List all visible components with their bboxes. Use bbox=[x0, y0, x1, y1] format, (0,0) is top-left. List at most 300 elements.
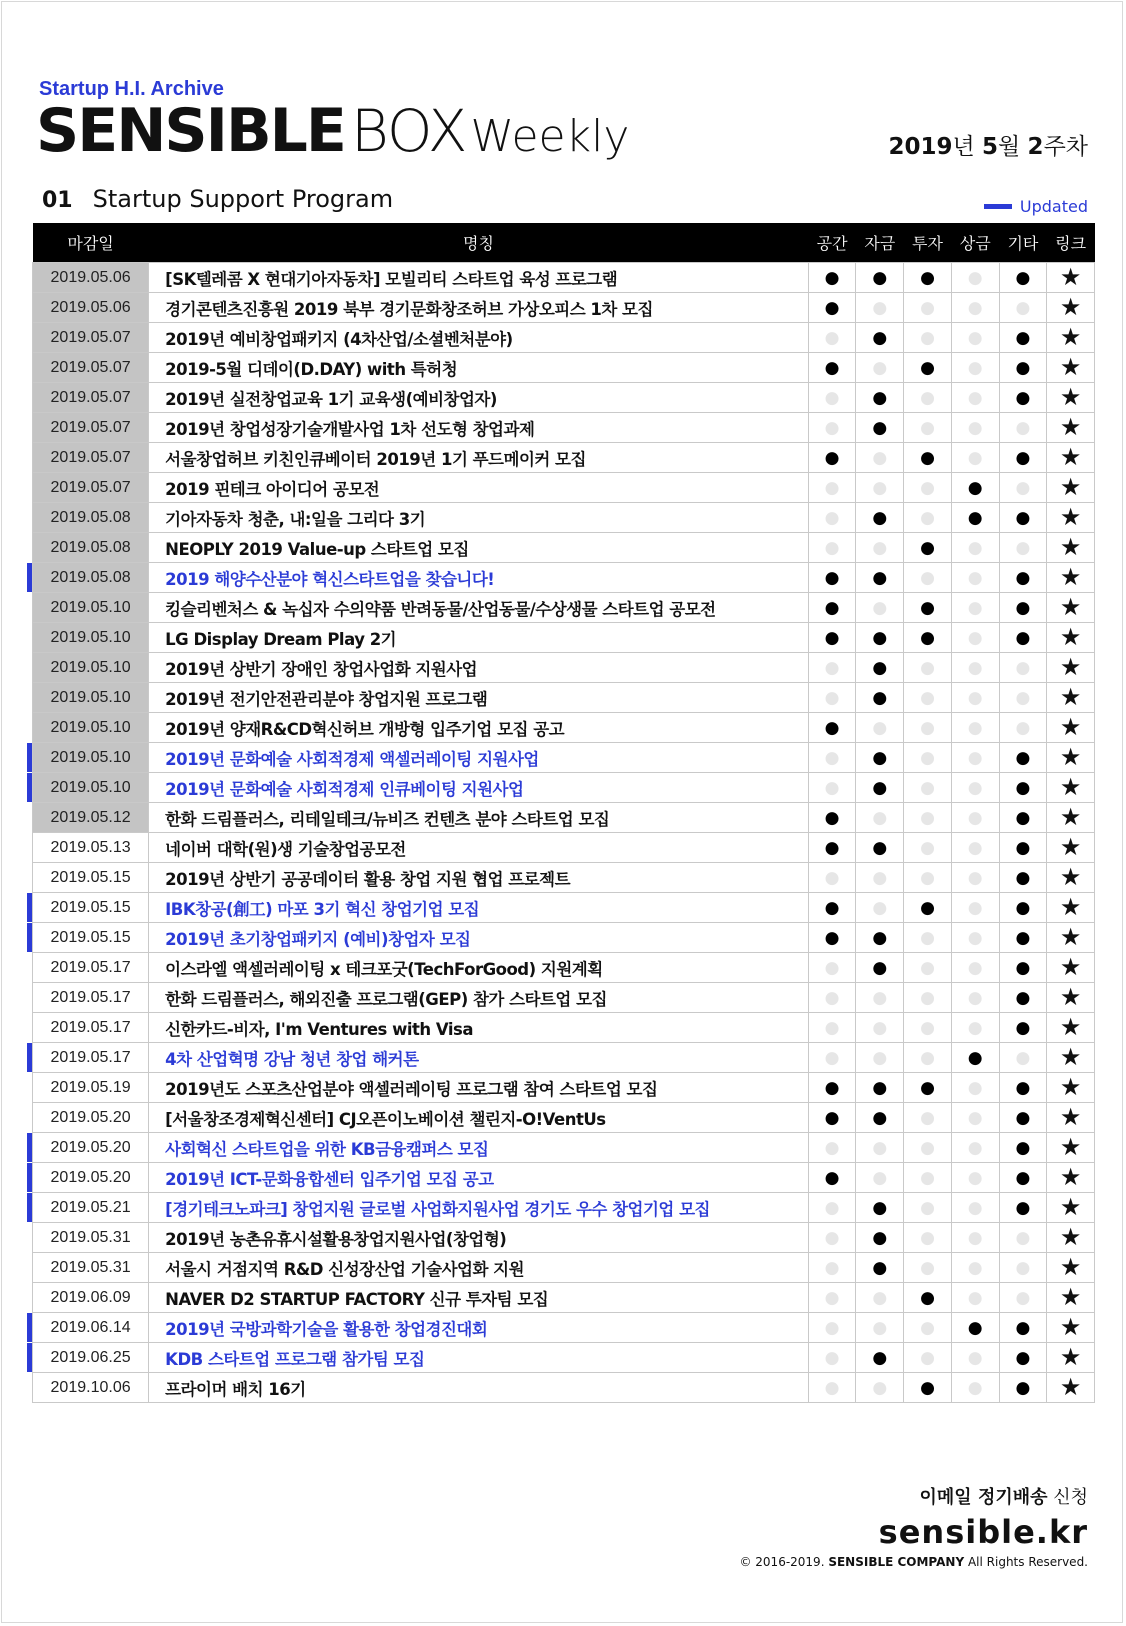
deadline-text: 2019.05.12 bbox=[50, 808, 131, 826]
dot-empty-icon: ● bbox=[1015, 1227, 1031, 1248]
dot-filled-icon: ● bbox=[824, 627, 840, 648]
dot-filled-icon: ● bbox=[967, 1317, 983, 1338]
support-invest-cell bbox=[904, 623, 952, 653]
dot-empty-icon: ● bbox=[824, 1287, 840, 1308]
program-name: 2019년도 스포츠산업분야 액셀러레이팅 프로그램 참여 스타트업 모집 bbox=[149, 1073, 809, 1103]
support-fund-cell bbox=[856, 713, 904, 743]
table-row bbox=[33, 263, 1095, 293]
dot-empty-icon: ● bbox=[920, 837, 935, 858]
link-star-icon[interactable]: ★ bbox=[1047, 293, 1095, 323]
link-star-icon[interactable]: ★ bbox=[1047, 1343, 1095, 1373]
dot-empty-icon: ● bbox=[824, 1227, 840, 1248]
dot-empty-icon: ● bbox=[1015, 717, 1031, 738]
updated-flag bbox=[27, 1313, 32, 1342]
dot-empty-icon: ● bbox=[1015, 657, 1031, 678]
support-space-cell bbox=[808, 983, 856, 1013]
dot-empty-icon: ● bbox=[967, 387, 983, 408]
link-star-icon[interactable]: ★ bbox=[1047, 893, 1095, 923]
dot-empty-icon: ● bbox=[920, 1047, 935, 1068]
issue-year: 2019 bbox=[888, 134, 953, 160]
dot-empty-icon: ● bbox=[967, 1017, 983, 1038]
dot-empty-icon: ● bbox=[872, 537, 888, 558]
link-star-icon[interactable]: ★ bbox=[1047, 1193, 1095, 1223]
dot-empty-icon: ● bbox=[920, 297, 935, 318]
support-space-cell bbox=[808, 1043, 856, 1073]
table-row bbox=[33, 773, 1095, 803]
dot-empty-icon: ● bbox=[920, 777, 935, 798]
support-space-cell bbox=[808, 1103, 856, 1133]
dot-empty-icon: ● bbox=[967, 327, 983, 348]
support-prize-cell bbox=[951, 953, 999, 983]
dot-empty-icon: ● bbox=[967, 267, 983, 288]
deadline-cell bbox=[33, 1163, 149, 1193]
program-name: KDB 스타트업 프로그램 참가팀 모집 bbox=[149, 1343, 809, 1373]
dot-empty-icon: ● bbox=[872, 477, 888, 498]
dot-empty-icon: ● bbox=[967, 567, 983, 588]
support-prize-cell bbox=[951, 1313, 999, 1343]
support-space-cell bbox=[808, 323, 856, 353]
program-name: 프라이머 배치 16기 bbox=[149, 1373, 809, 1403]
dot-filled-icon: ● bbox=[872, 957, 888, 978]
support-etc-cell bbox=[999, 1373, 1047, 1403]
support-etc-cell bbox=[999, 623, 1047, 653]
dot-filled-icon: ● bbox=[1015, 447, 1031, 468]
link-star-icon[interactable]: ★ bbox=[1047, 263, 1095, 293]
deadline-text: 2019.05.10 bbox=[50, 748, 131, 766]
header-prize: 상금 bbox=[951, 223, 999, 263]
dot-empty-icon: ● bbox=[967, 1107, 983, 1128]
support-space-cell bbox=[808, 773, 856, 803]
deadline-cell bbox=[33, 533, 149, 563]
support-invest-cell bbox=[904, 863, 952, 893]
support-prize-cell bbox=[951, 413, 999, 443]
deadline-text: 2019.05.10 bbox=[50, 598, 131, 616]
support-invest-cell bbox=[904, 1163, 952, 1193]
support-etc-cell bbox=[999, 1163, 1047, 1193]
dot-filled-icon: ● bbox=[1015, 747, 1031, 768]
updated-legend-label: Updated bbox=[1019, 197, 1088, 216]
link-star-icon[interactable]: ★ bbox=[1047, 653, 1095, 683]
dot-empty-icon: ● bbox=[967, 1167, 983, 1188]
dot-empty-icon: ● bbox=[967, 447, 983, 468]
dot-empty-icon: ● bbox=[824, 537, 840, 558]
link-star-icon[interactable]: ★ bbox=[1047, 623, 1095, 653]
support-prize-cell bbox=[951, 443, 999, 473]
support-prize-cell bbox=[951, 803, 999, 833]
support-fund-cell bbox=[856, 1223, 904, 1253]
support-etc-cell bbox=[999, 443, 1047, 473]
link-star-icon[interactable]: ★ bbox=[1047, 563, 1095, 593]
dot-filled-icon: ● bbox=[920, 1377, 935, 1398]
program-name: 2019년 전기안전관리분야 창업지원 프로그램 bbox=[149, 683, 809, 713]
updated-flag bbox=[27, 743, 32, 772]
dot-filled-icon: ● bbox=[824, 1077, 840, 1098]
support-fund-cell bbox=[856, 293, 904, 323]
table-header-row bbox=[33, 223, 1095, 263]
link-star-icon[interactable]: ★ bbox=[1047, 863, 1095, 893]
dot-empty-icon: ● bbox=[920, 507, 935, 528]
support-prize-cell bbox=[951, 1283, 999, 1313]
dot-filled-icon: ● bbox=[824, 297, 840, 318]
link-star-icon[interactable]: ★ bbox=[1047, 1313, 1095, 1343]
support-fund-cell bbox=[856, 863, 904, 893]
support-fund-cell bbox=[856, 1283, 904, 1313]
dot-empty-icon: ● bbox=[967, 1377, 983, 1398]
deadline-cell bbox=[33, 443, 149, 473]
link-star-icon[interactable]: ★ bbox=[1047, 1253, 1095, 1283]
dot-empty-icon: ● bbox=[824, 1137, 840, 1158]
table-row bbox=[33, 1373, 1095, 1403]
deadline-text: 2019.05.17 bbox=[50, 958, 131, 976]
site-link[interactable]: sensible.kr bbox=[878, 1513, 1088, 1551]
program-name: 2019년 창업성장기술개발사업 1차 선도형 창업과제 bbox=[149, 413, 809, 443]
dot-filled-icon: ● bbox=[824, 927, 840, 948]
deadline-cell bbox=[33, 593, 149, 623]
dot-empty-icon: ● bbox=[967, 747, 983, 768]
support-prize-cell bbox=[951, 383, 999, 413]
deadline-text: 2019.05.10 bbox=[50, 628, 131, 646]
dot-empty-icon: ● bbox=[824, 327, 840, 348]
link-star-icon[interactable]: ★ bbox=[1047, 983, 1095, 1013]
copyright-prefix: © 2016-2019. bbox=[739, 1555, 829, 1569]
link-star-icon[interactable]: ★ bbox=[1047, 1073, 1095, 1103]
dot-filled-icon: ● bbox=[824, 897, 840, 918]
link-star-icon[interactable]: ★ bbox=[1047, 803, 1095, 833]
program-name: 2019년 상반기 장애인 창업사업화 지원사업 bbox=[149, 653, 809, 683]
table-row bbox=[33, 1073, 1095, 1103]
support-space-cell bbox=[808, 1223, 856, 1253]
support-invest-cell bbox=[904, 893, 952, 923]
deadline-text: 2019.05.17 bbox=[50, 1048, 131, 1066]
table-row bbox=[33, 443, 1095, 473]
dot-filled-icon: ● bbox=[872, 747, 888, 768]
deadline-text: 2019.05.10 bbox=[50, 688, 131, 706]
link-star-icon[interactable]: ★ bbox=[1047, 323, 1095, 353]
support-invest-cell bbox=[904, 263, 952, 293]
dot-empty-icon: ● bbox=[872, 1287, 888, 1308]
link-star-icon[interactable]: ★ bbox=[1047, 383, 1095, 413]
dot-filled-icon: ● bbox=[824, 447, 840, 468]
brand-light: BOX bbox=[350, 97, 467, 165]
support-fund-cell bbox=[856, 443, 904, 473]
program-name: 신한카드-비자, I'm Ventures with Visa bbox=[149, 1013, 809, 1043]
support-prize-cell bbox=[951, 893, 999, 923]
program-name: 2019년 국방과학기술을 활용한 창업경진대회 bbox=[149, 1313, 809, 1343]
support-invest-cell bbox=[904, 473, 952, 503]
dot-empty-icon: ● bbox=[967, 297, 983, 318]
link-star-icon[interactable]: ★ bbox=[1047, 1223, 1095, 1253]
header-deadline: 마감일 bbox=[33, 223, 149, 263]
dot-empty-icon: ● bbox=[824, 747, 840, 768]
support-prize-cell bbox=[951, 683, 999, 713]
link-star-icon[interactable]: ★ bbox=[1047, 1163, 1095, 1193]
support-etc-cell bbox=[999, 1313, 1047, 1343]
deadline-cell bbox=[33, 833, 149, 863]
link-star-icon[interactable]: ★ bbox=[1047, 1283, 1095, 1313]
updated-legend-bar bbox=[984, 204, 1012, 209]
updated-flag bbox=[27, 773, 32, 802]
support-etc-cell bbox=[999, 533, 1047, 563]
link-star-icon[interactable]: ★ bbox=[1047, 1043, 1095, 1073]
program-name: 2019년 농촌유휴시설활용창업지원사업(창업형) bbox=[149, 1223, 809, 1253]
support-etc-cell bbox=[999, 893, 1047, 923]
dot-empty-icon: ● bbox=[967, 1137, 983, 1158]
support-space-cell bbox=[808, 1373, 856, 1403]
dot-empty-icon: ● bbox=[920, 1137, 935, 1158]
support-prize-cell bbox=[951, 323, 999, 353]
support-etc-cell bbox=[999, 1193, 1047, 1223]
dot-filled-icon: ● bbox=[1015, 327, 1031, 348]
link-star-icon[interactable]: ★ bbox=[1047, 593, 1095, 623]
dot-empty-icon: ● bbox=[824, 1317, 840, 1338]
dot-filled-icon: ● bbox=[1015, 867, 1031, 888]
deadline-cell bbox=[33, 1253, 149, 1283]
dot-filled-icon: ● bbox=[872, 777, 888, 798]
dot-empty-icon: ● bbox=[872, 597, 888, 618]
support-space-cell bbox=[808, 743, 856, 773]
dot-filled-icon: ● bbox=[1015, 957, 1031, 978]
deadline-text: 2019.06.25 bbox=[50, 1348, 131, 1366]
link-star-icon[interactable]: ★ bbox=[1047, 743, 1095, 773]
dot-filled-icon: ● bbox=[1015, 507, 1031, 528]
link-star-icon[interactable]: ★ bbox=[1047, 953, 1095, 983]
link-star-icon[interactable]: ★ bbox=[1047, 1373, 1095, 1403]
updated-flag bbox=[27, 1343, 32, 1372]
dot-filled-icon: ● bbox=[872, 267, 888, 288]
dot-empty-icon: ● bbox=[967, 807, 983, 828]
link-star-icon[interactable]: ★ bbox=[1047, 833, 1095, 863]
table-row bbox=[33, 1013, 1095, 1043]
section-heading bbox=[42, 185, 393, 213]
deadline-text: 2019.05.15 bbox=[50, 868, 131, 886]
table-row bbox=[33, 563, 1095, 593]
brand-bold: SENSIBLE bbox=[36, 96, 345, 166]
link-star-icon[interactable]: ★ bbox=[1047, 533, 1095, 563]
dot-empty-icon: ● bbox=[920, 417, 935, 438]
support-etc-cell bbox=[999, 263, 1047, 293]
support-etc-cell bbox=[999, 353, 1047, 383]
updated-flag bbox=[27, 923, 32, 952]
dot-filled-icon: ● bbox=[920, 267, 935, 288]
dot-filled-icon: ● bbox=[1015, 1077, 1031, 1098]
dot-empty-icon: ● bbox=[920, 387, 935, 408]
support-fund-cell bbox=[856, 1103, 904, 1133]
support-invest-cell bbox=[904, 383, 952, 413]
support-invest-cell bbox=[904, 1253, 952, 1283]
footer bbox=[739, 1483, 1088, 1569]
dot-filled-icon: ● bbox=[920, 597, 935, 618]
support-invest-cell bbox=[904, 1103, 952, 1133]
dot-filled-icon: ● bbox=[920, 447, 935, 468]
dot-empty-icon: ● bbox=[824, 987, 840, 1008]
program-name: 2019년 실전창업교육 1기 교육생(예비창업자) bbox=[149, 383, 809, 413]
dot-empty-icon: ● bbox=[967, 1227, 983, 1248]
support-prize-cell bbox=[951, 863, 999, 893]
dot-filled-icon: ● bbox=[1015, 1137, 1031, 1158]
program-name: 4차 산업혁명 강남 청년 창업 해커톤 bbox=[149, 1043, 809, 1073]
dot-empty-icon: ● bbox=[967, 777, 983, 798]
updated-flag bbox=[27, 1133, 32, 1162]
deadline-cell bbox=[33, 983, 149, 1013]
table-row bbox=[33, 473, 1095, 503]
dot-empty-icon: ● bbox=[920, 1017, 935, 1038]
link-star-icon[interactable]: ★ bbox=[1047, 923, 1095, 953]
support-invest-cell bbox=[904, 683, 952, 713]
support-fund-cell bbox=[856, 623, 904, 653]
support-invest-cell bbox=[904, 1013, 952, 1043]
table-row bbox=[33, 743, 1095, 773]
link-star-icon[interactable]: ★ bbox=[1047, 1103, 1095, 1133]
support-invest-cell bbox=[904, 923, 952, 953]
support-space-cell bbox=[808, 293, 856, 323]
deadline-text: 2019.05.08 bbox=[50, 538, 131, 556]
link-star-icon[interactable]: ★ bbox=[1047, 683, 1095, 713]
dot-empty-icon: ● bbox=[920, 567, 935, 588]
link-star-icon[interactable]: ★ bbox=[1047, 473, 1095, 503]
dot-filled-icon: ● bbox=[824, 837, 840, 858]
dot-empty-icon: ● bbox=[872, 1167, 888, 1188]
issue-month: 5 bbox=[982, 134, 999, 160]
support-prize-cell bbox=[951, 1253, 999, 1283]
support-etc-cell bbox=[999, 983, 1047, 1013]
header-fund: 자금 bbox=[856, 223, 904, 263]
table-row bbox=[33, 713, 1095, 743]
program-name: 사회혁신 스타트업을 위한 KB금융캠퍼스 모집 bbox=[149, 1133, 809, 1163]
table-row bbox=[33, 533, 1095, 563]
dot-empty-icon: ● bbox=[967, 1347, 983, 1368]
deadline-cell bbox=[33, 1343, 149, 1373]
deadline-cell bbox=[33, 473, 149, 503]
link-star-icon[interactable]: ★ bbox=[1047, 713, 1095, 743]
support-etc-cell bbox=[999, 1223, 1047, 1253]
deadline-text: 2019.05.19 bbox=[50, 1078, 131, 1096]
table-row bbox=[33, 923, 1095, 953]
deadline-cell bbox=[33, 353, 149, 383]
dot-filled-icon: ● bbox=[1015, 807, 1031, 828]
support-invest-cell bbox=[904, 593, 952, 623]
support-etc-cell bbox=[999, 383, 1047, 413]
support-etc-cell bbox=[999, 653, 1047, 683]
link-star-icon[interactable]: ★ bbox=[1047, 503, 1095, 533]
subscribe-bold: 이메일 정기배송 bbox=[919, 1487, 1048, 1508]
deadline-cell bbox=[33, 803, 149, 833]
deadline-text: 2019.05.10 bbox=[50, 718, 131, 736]
dot-empty-icon: ● bbox=[824, 957, 840, 978]
deadline-cell bbox=[33, 683, 149, 713]
deadline-text: 2019.05.20 bbox=[50, 1168, 131, 1186]
link-star-icon[interactable]: ★ bbox=[1047, 773, 1095, 803]
dot-empty-icon: ● bbox=[920, 687, 935, 708]
link-star-icon[interactable]: ★ bbox=[1047, 413, 1095, 443]
deadline-text: 2019.05.15 bbox=[50, 898, 131, 916]
subscribe-link[interactable] bbox=[739, 1483, 1088, 1509]
support-prize-cell bbox=[951, 713, 999, 743]
support-prize-cell bbox=[951, 1103, 999, 1133]
support-space-cell bbox=[808, 1313, 856, 1343]
dot-filled-icon: ● bbox=[1015, 897, 1031, 918]
support-prize-cell bbox=[951, 1043, 999, 1073]
dot-filled-icon: ● bbox=[1015, 597, 1031, 618]
support-space-cell bbox=[808, 1163, 856, 1193]
table-row bbox=[33, 593, 1095, 623]
dot-empty-icon: ● bbox=[967, 357, 983, 378]
dot-filled-icon: ● bbox=[920, 537, 935, 558]
dot-filled-icon: ● bbox=[1015, 1317, 1031, 1338]
dot-filled-icon: ● bbox=[824, 357, 840, 378]
issue-year-unit: 년 bbox=[952, 134, 982, 160]
support-fund-cell bbox=[856, 833, 904, 863]
table-row bbox=[33, 1253, 1095, 1283]
support-invest-cell bbox=[904, 713, 952, 743]
dot-empty-icon: ● bbox=[824, 1347, 840, 1368]
table-row bbox=[33, 413, 1095, 443]
program-name: 기아자동차 청춘, 내:일을 그리다 3기 bbox=[149, 503, 809, 533]
program-name: NEOPLY 2019 Value-up 스타트업 모집 bbox=[149, 533, 809, 563]
deadline-text: 2019.06.09 bbox=[50, 1288, 131, 1306]
updated-flag bbox=[27, 893, 32, 922]
link-star-icon[interactable]: ★ bbox=[1047, 443, 1095, 473]
dot-filled-icon: ● bbox=[872, 657, 888, 678]
support-prize-cell bbox=[951, 623, 999, 653]
program-name: 2019년 상반기 공공데이터 활용 창업 지원 협업 프로젝트 bbox=[149, 863, 809, 893]
program-name: 서울창업허브 키친인큐베이터 2019년 1기 푸드메이커 모집 bbox=[149, 443, 809, 473]
program-name: LG Display Dream Play 2기 bbox=[149, 623, 809, 653]
link-star-icon[interactable]: ★ bbox=[1047, 1133, 1095, 1163]
dot-filled-icon: ● bbox=[920, 1077, 935, 1098]
dot-empty-icon: ● bbox=[920, 1167, 935, 1188]
support-space-cell bbox=[808, 1133, 856, 1163]
table-row bbox=[33, 353, 1095, 383]
support-space-cell bbox=[808, 503, 856, 533]
dot-empty-icon: ● bbox=[1015, 687, 1031, 708]
dot-filled-icon: ● bbox=[1015, 777, 1031, 798]
dot-empty-icon: ● bbox=[872, 447, 888, 468]
issue-week: 2 bbox=[1027, 134, 1044, 160]
dot-empty-icon: ● bbox=[824, 1377, 840, 1398]
deadline-cell bbox=[33, 1073, 149, 1103]
link-star-icon[interactable]: ★ bbox=[1047, 353, 1095, 383]
support-space-cell bbox=[808, 383, 856, 413]
dot-empty-icon: ● bbox=[824, 507, 840, 528]
dot-filled-icon: ● bbox=[872, 1107, 888, 1128]
deadline-cell bbox=[33, 413, 149, 443]
deadline-cell bbox=[33, 1133, 149, 1163]
table-row bbox=[33, 983, 1095, 1013]
deadline-text: 2019.05.07 bbox=[50, 358, 131, 376]
program-name: IBK창공(創工) 마포 3기 혁신 창업기업 모집 bbox=[149, 893, 809, 923]
dot-empty-icon: ● bbox=[872, 807, 888, 828]
program-name: 2019년 문화예술 사회적경제 액셀러레이팅 지원사업 bbox=[149, 743, 809, 773]
dot-empty-icon: ● bbox=[824, 657, 840, 678]
dot-empty-icon: ● bbox=[967, 597, 983, 618]
support-space-cell bbox=[808, 923, 856, 953]
support-invest-cell bbox=[904, 1343, 952, 1373]
dot-filled-icon: ● bbox=[824, 1167, 840, 1188]
support-space-cell bbox=[808, 1013, 856, 1043]
updated-flag bbox=[27, 1163, 32, 1192]
program-name: 2019년 문화예술 사회적경제 인큐베이팅 지원사업 bbox=[149, 773, 809, 803]
support-space-cell bbox=[808, 953, 856, 983]
updated-legend bbox=[984, 197, 1088, 216]
program-name: 네이버 대학(원)생 기술창업공모전 bbox=[149, 833, 809, 863]
link-star-icon[interactable]: ★ bbox=[1047, 1013, 1095, 1043]
dot-filled-icon: ● bbox=[872, 927, 888, 948]
support-space-cell bbox=[808, 413, 856, 443]
dot-empty-icon: ● bbox=[920, 927, 935, 948]
program-name: 2019-5월 디데이(D.DAY) with 특허청 bbox=[149, 353, 809, 383]
support-space-cell bbox=[808, 563, 856, 593]
dot-filled-icon: ● bbox=[872, 1347, 888, 1368]
